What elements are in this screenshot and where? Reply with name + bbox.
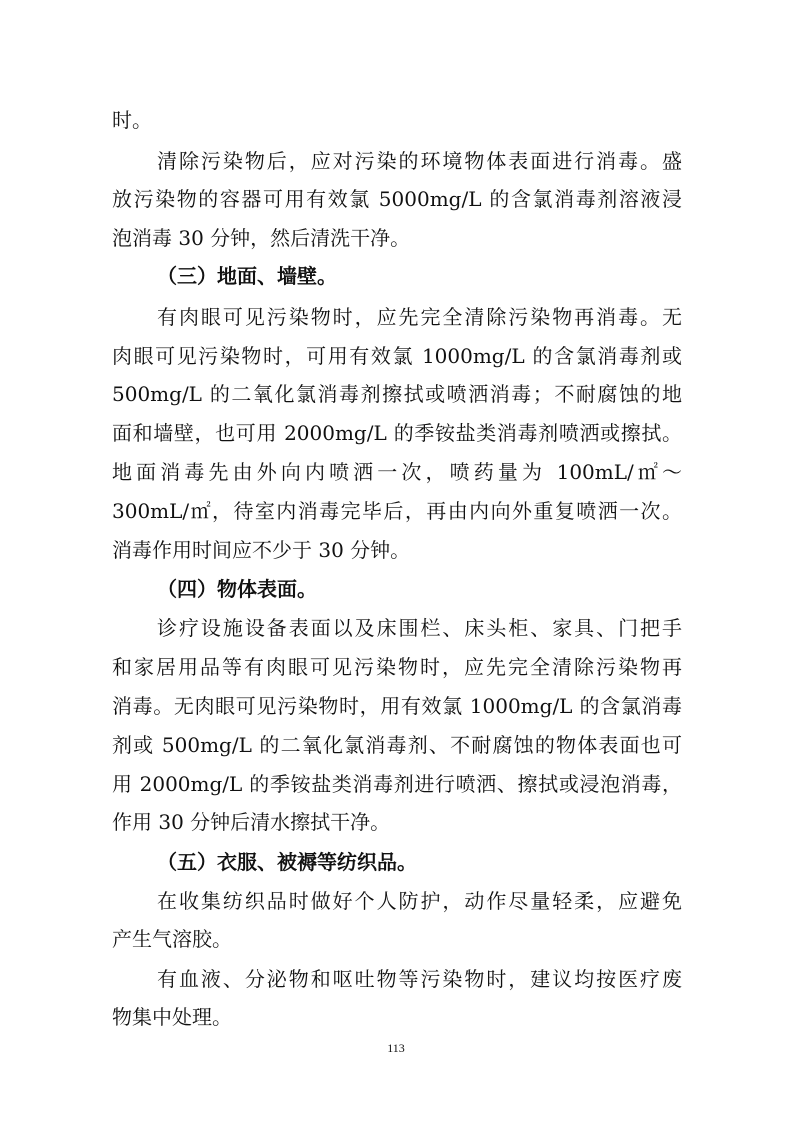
text-line: 作用 30 分钟后清水擦拭干净。 [112,810,391,834]
text-line: 放污染物的容器可用有效氯 5000mg/L 的含氯消毒剂溶液浸 [112,187,682,211]
text-line: 肉眼可见污染物时，可用有效氯 1000mg/L 的含氯消毒剂或 [112,344,682,368]
text-line: 和家居用品等有肉眼可见污染物时，应先完全清除污染物再 [112,655,682,679]
text-line: 500mg/L 的二氧化氯消毒剂擦拭或喷洒消毒；不耐腐蚀的地 [112,382,682,406]
text-line: 物集中处理。 [112,1005,232,1029]
section-heading: （五）衣服、被褥等纺织品。 [157,850,417,874]
text-line: 剂或 500mg/L 的二氧化氯消毒剂、不耐腐蚀的物体表面也可 [112,733,682,757]
section-heading: （四）物体表面。 [157,577,317,601]
text-line: 诊疗设施设备表面以及床围栏、床头柜、家具、门把手 [157,616,682,640]
text-line: 面和墙壁，也可用 2000mg/L 的季铵盐类消毒剂喷洒或擦拭。 [112,421,682,445]
text-line: 地面消毒先由外向内喷洒一次，喷药量为 100mL/㎡～ [112,460,682,484]
text-line: 在收集纺织品时做好个人防护，动作尽量轻柔，应避免 [157,889,682,913]
text-line: 泡消毒 30 分钟，然后清洗干净。 [112,226,411,250]
text-line: 产生气溶胶。 [112,927,232,951]
page-number: 113 [387,1041,405,1055]
text-line: 300mL/㎡，待室内消毒完毕后，再由内向外重复喷洒一次。 [112,499,682,523]
text-line: 用 2000mg/L 的季铵盐类消毒剂进行喷洒、擦拭或浸泡消毒， [112,772,682,796]
text-line: 有血液、分泌物和呕吐物等污染物时，建议均按医疗废 [157,967,682,991]
text-line: 消毒。无肉眼可见污染物时，用有效氯 1000mg/L 的含氯消毒 [112,694,682,718]
section-heading: （三）地面、墙壁。 [157,264,337,288]
text-line: 有肉眼可见污染物时，应先完全清除污染物再消毒。无 [157,305,682,329]
text-line: 消毒作用时间应不少于 30 分钟。 [112,538,411,562]
text-line: 清除污染物后，应对污染的环境物体表面进行消毒。盛 [157,149,682,173]
text-line: 时。 [112,108,152,132]
